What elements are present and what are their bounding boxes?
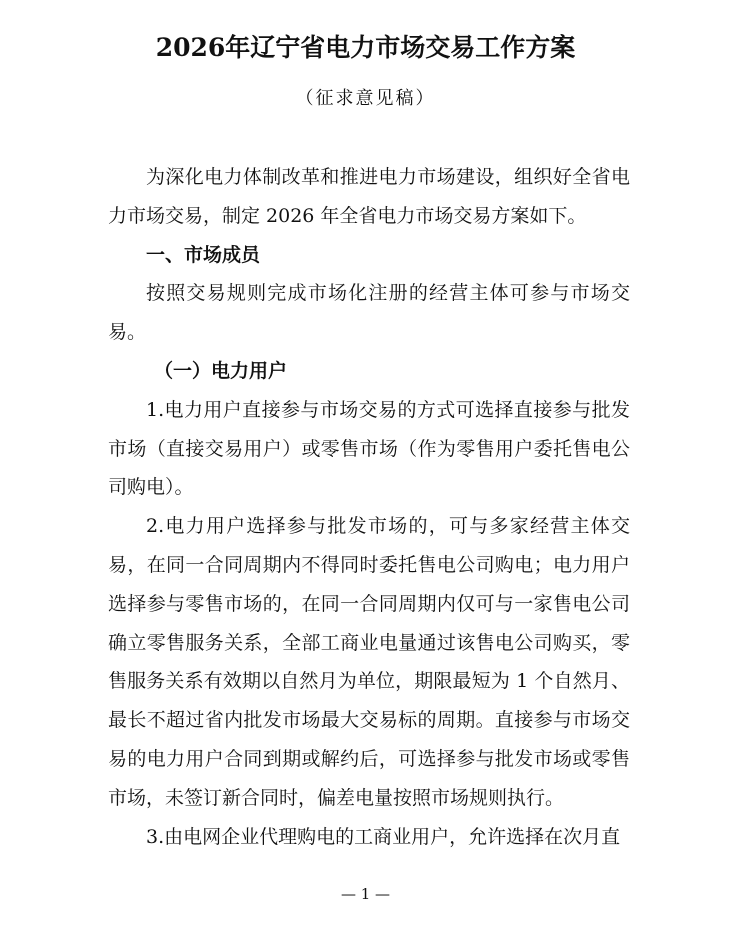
intro-paragraph: 为深化电力体制改革和推进电力市场建设，组织好全省电力市场交易，制定 2026 年全省电力市场交易方案如下。 (108, 166, 630, 227)
subsection-heading-power-users: （一）电力用户 (154, 359, 288, 382)
section-heading-market-members: 一、市场成员 (146, 243, 261, 266)
document-subtitle: （征求意见稿） (295, 88, 436, 109)
paragraph-item-2: 2.电力用户选择参与批发市场的，可与多家经营主体交易，在同一合同周期内不得同时委托售电公司购电；电力用户选择参与零售市场的，在同一合同周期内仅可与一家售电公司确立零售服务关系，全部工商业电量通过该售电公司购买，零售服务关系有效期以自然月为单位，期限最短为 1 个自然月、最长不超过省内批发市场最大交易标的周期。直接参与市场交易的电力用户合同到期或解约后，可选择参与批发市场或零售市场，未签订新合同时，偏差电量按照市场规则执行。 (108, 515, 630, 809)
paragraph-registration: 按照交易规则完成市场化注册的经营主体可参与市场交易。 (108, 282, 630, 344)
document-title: 2026年辽宁省电力市场交易工作方案 (155, 33, 576, 62)
page-number: — 1 — (340, 885, 391, 903)
paragraph-item-1: 1.电力用户直接参与市场交易的方式可选择直接参与批发市场（直接交易用户）或零售市场（作为零售用户委托售电公司购电）。 (108, 398, 630, 499)
paragraph-item-3: 3.由电网企业代理购电的工商业用户，允许选择在次月直 (146, 825, 621, 848)
document-body (108, 158, 630, 856)
